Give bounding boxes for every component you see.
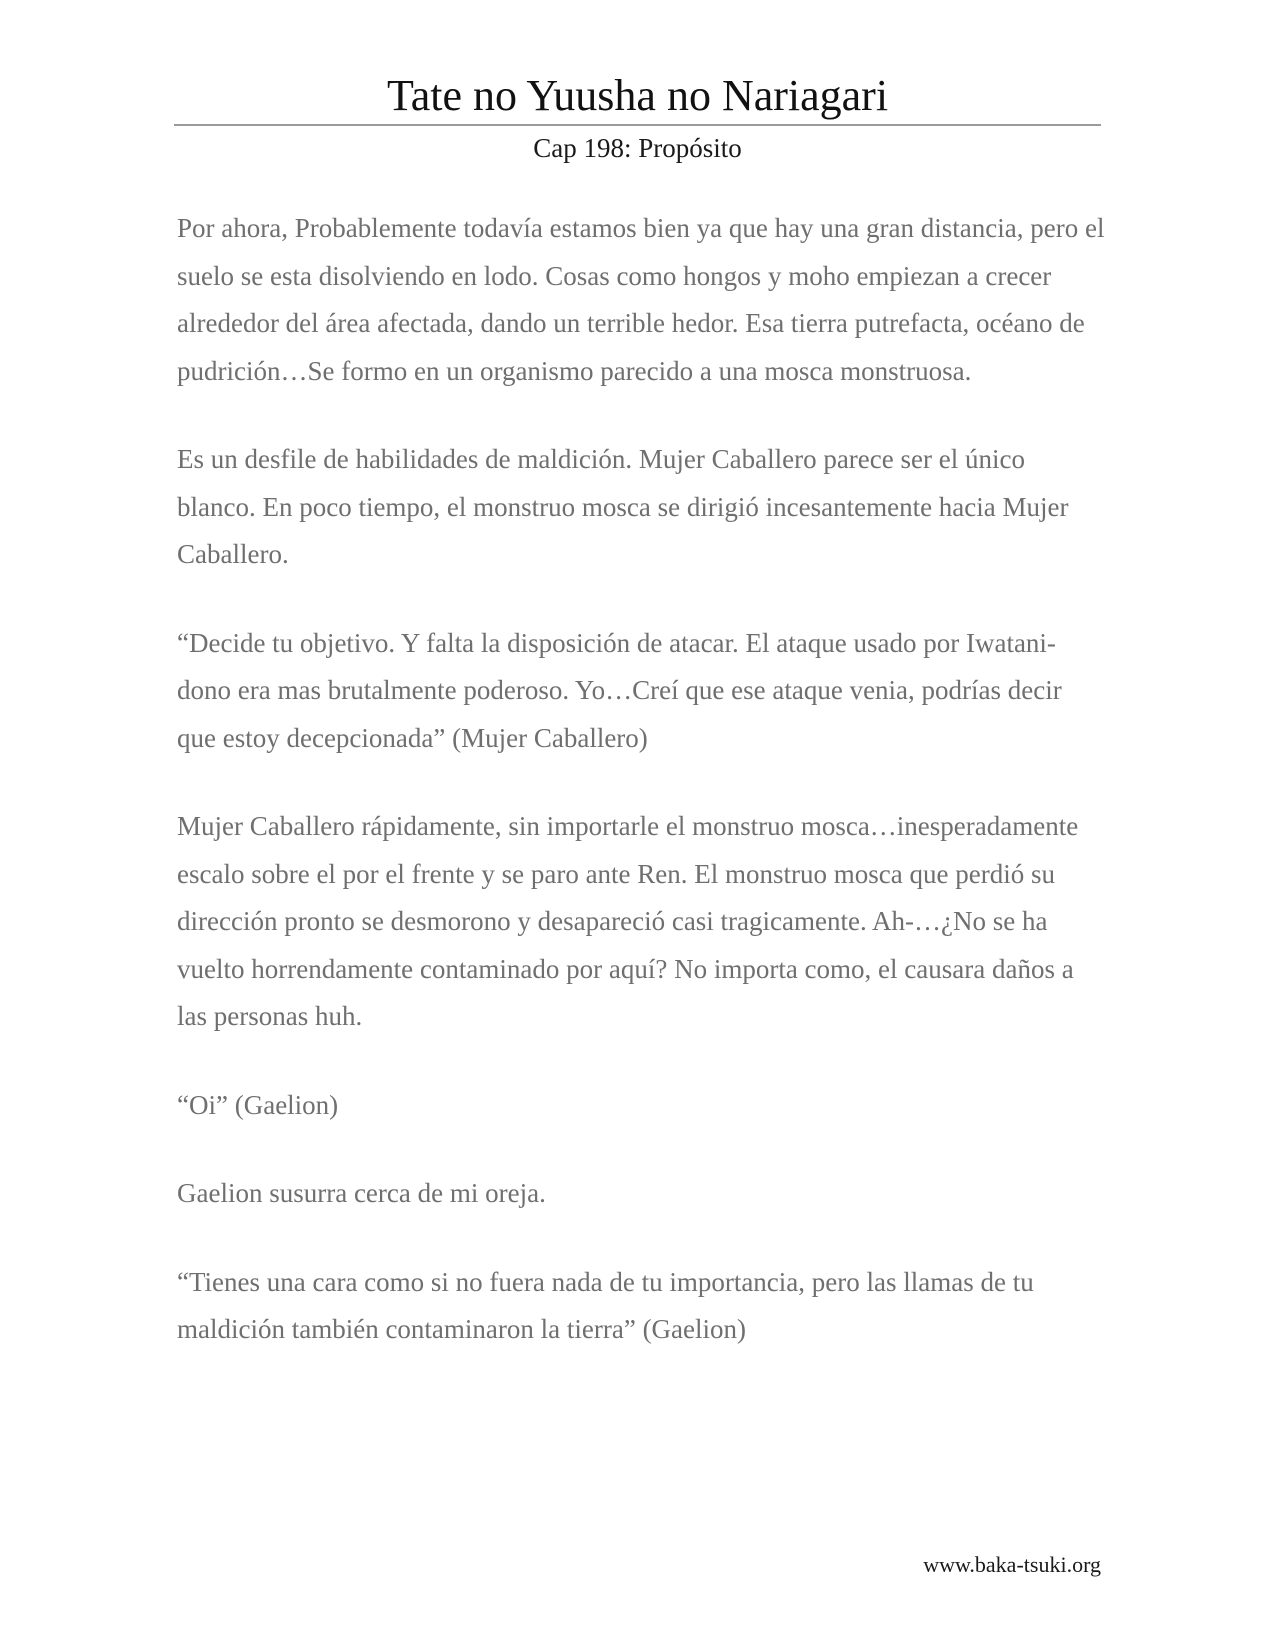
paragraph: “Decide tu objetivo. Y falta la disposición de atacar. El ataque usado por Iwatani-dono era mas brutalmente poderoso. Yo…Creí que ese ataque venia, podrías decir que estoy decepcionada” (Mujer Caballero): [177, 627, 1062, 753]
chapter-subtitle: Cap 198: Propósito: [533, 133, 742, 163]
paragraph: “Oi” (Gaelion): [177, 1089, 339, 1120]
paragraph: Gaelion susurra cerca de mi oreja.: [177, 1178, 546, 1208]
paragraph: Mujer Caballero rápidamente, sin importarle el monstruo mosca…inesperadamente escalo sobre el por el frente y se paro ante Ren. El monstruo mosca que perdió su dirección pronto se desmorono y desapareció casi tragicamente. Ah-…¿No se ha vuelto horrendamente contaminado por aquí? No importa como, el causara daños a las personas huh.: [177, 811, 1079, 1031]
body-text: [177, 205, 1107, 1395]
footer-url: www.baka-tsuki.org: [923, 1552, 1101, 1577]
paragraph: “Tienes una cara como si no fuera nada de tu importancia, pero las llamas de tu maldición también contaminaron la tierra” (Gaelion): [177, 1266, 1034, 1344]
paragraph: Es un desfile de habilidades de maldición. Mujer Caballero parece ser el único blanco. En poco tiempo, el monstruo mosca se dirigió incesantemente hacia Mujer Caballero.: [177, 444, 1069, 569]
title-divider: [174, 124, 1101, 126]
document-title: Tate no Yuusha no Nariagari: [386, 71, 889, 120]
paragraph: Por ahora, Probablemente todavía estamos bien ya que hay una gran distancia, pero el suelo se esta disolviendo en lodo. Cosas como hongos y moho empiezan a crecer alrededor del área afectada, dando un terrible hedor. Esa tierra putrefacta, océano de pudrición…Se formo en un organismo parecido a una mosca monstruosa.: [177, 213, 1105, 386]
